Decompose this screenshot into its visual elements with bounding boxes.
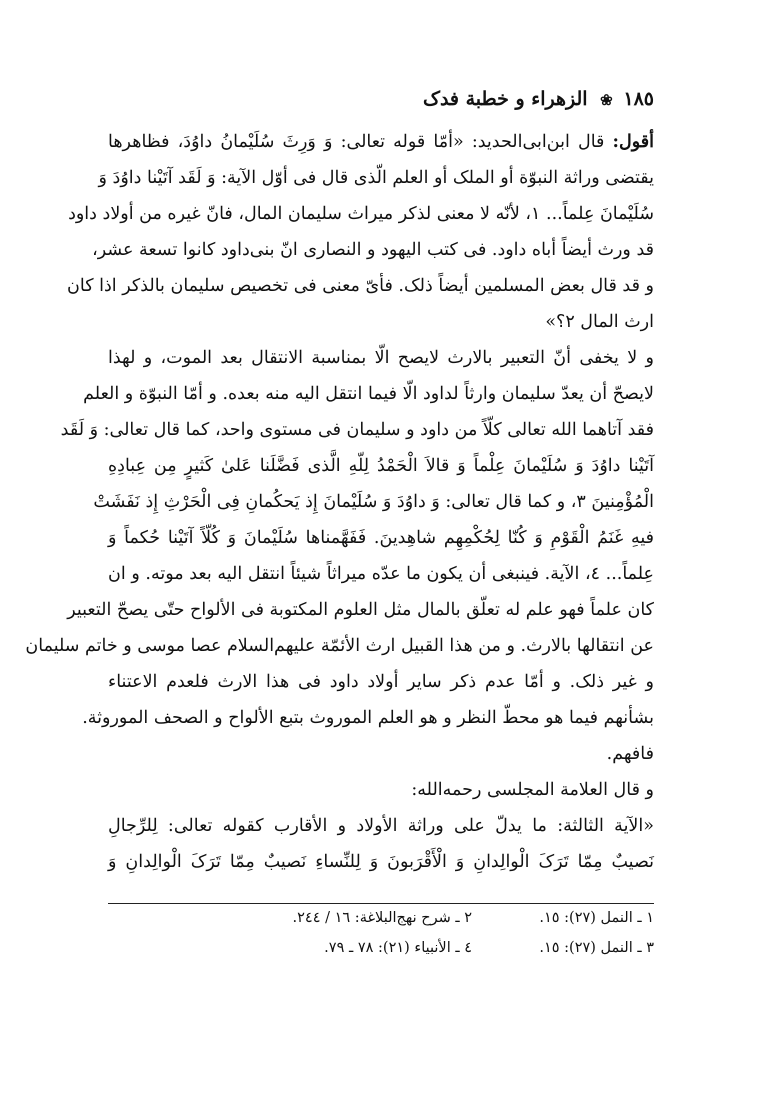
- footnote-divider: [108, 903, 654, 904]
- text-line: سُلَیْمانَ عِلماً... ١، لأنّه لا معنی لذکر میراث سلیمان المال، فانّ غیره من أولاد داود: [68, 204, 654, 224]
- footnote-2: ٢ ـ شرح نهج‌البلاغة: ١٦ / ٢٤٤.: [292, 910, 472, 926]
- footnote-3: ٣ ـ النمل (٢٧): ١٥.: [539, 940, 654, 956]
- lead-word: أقول:: [612, 132, 654, 152]
- text-line: کان علماً فهو علم له تعلّق بالمال مثل العلوم المکتوبة فی الألواح حتّی یصحّ التعبیر: [67, 600, 654, 620]
- text-line: و قال العلامة المجلسی رحمه‌الله:: [411, 780, 654, 800]
- text-line: لایصحّ أن یعدّ سلیمان وارثاً لداود الّا فیما انتقل الیه منه بعده. و أمّا النبوّة و العلم: [83, 384, 654, 404]
- text-line: فقد آتاهما الله تعالی کلّاً من داود و سلیمان فی مستوی واحد، کما قال تعالی: وَ لَقَد: [60, 420, 654, 440]
- text-line: فافهم.: [606, 744, 654, 764]
- text-line: آتَیْنا داوُدَ وَ سُلَیْمانَ عِلْماً وَ قالاَ الْحَمْدُ لِلّهِ الَّذی فَضَّلَنا عَلیٰ کَثیرٍ مِن عِبادِهِ: [108, 456, 654, 476]
- footnote-4: ٤ ـ الأنبیاء (٢١): ٧٨ ـ ٧٩.: [324, 940, 472, 956]
- separator-ornament: ❀: [600, 91, 613, 109]
- text-line: و لا یخفی أنّ التعبیر بالارث لایصح الّا بمناسبة الانتقال بعد الموت، و لهذا: [108, 348, 654, 368]
- text-line: «الآیة الثالثة: ما یدلّ علی وراثة الأولاد و الأقارب کقوله تعالی: لِلرِّجالِ: [108, 816, 654, 836]
- running-header: [108, 88, 654, 110]
- text-line: الْمُؤْمِنینَ ٣، و کما قال تعالی: وَ داوُدَ وَ سُلَیْمانَ إِذ یَحکُمانِ فِی الْحَرْثِ إِذ نَفَشَتْ: [93, 492, 654, 512]
- footnote-1: ١ ـ النمل (٢٧): ١٥.: [539, 910, 654, 926]
- text-line: عِلماً... ٤، الآیة. فینبغی أن یکون ما عدّه میراثاً شیئاً انتقل الیه بعد موته. و ان: [108, 564, 655, 584]
- text-line: فیهِ غَنَمُ الْقَوْمِ وَ کُنّا لِحُکْمِهِم شاهِدینَ. فَفَهَّمناها سُلَیْمانَ وَ کُلّاً آتَیْنا حُکماً وَ: [108, 528, 654, 548]
- text-line: عن انتقالها بالارث. و من هذا القبیل ارث الأئمّة علیهم‌السلام عصا موسی و خاتم سلیمان: [25, 636, 654, 656]
- text-line: بشأنهم فیما هو محطّ النظر و هو العلم الموروث بتبع الألواح و الصحف الموروثة.: [82, 708, 654, 728]
- text-line: یقتضی وراثة النبوّة أو الملک أو العلم الّذی قال فی أوّل الآیة: وَ لَقَد آتَیْنا داوُدَ وَ: [98, 168, 654, 188]
- text-line: و غیر ذلک. و أمّا عدم ذکر سایر أولاد داود فی هذا الارث فلعدم الاعتناء: [108, 672, 654, 692]
- text-line: نَصیبٌ مِمّا تَرَکَ الْوالِدانِ وَ الْأَقْرَبونَ وَ لِلنِّساءِ نَصیبٌ مِمّا تَرَکَ الْوالِدانِ وَ: [108, 852, 654, 872]
- text-line: أقول: قال ابن‌ابی‌الحدید: «أمّا قوله تعالی: وَ وَرِثَ سُلَیْمانُ داوُدَ، فظاهرها: [108, 132, 654, 152]
- text-line: ارث المال ٢؟»: [545, 312, 654, 332]
- header-title: الزهراء و خطبة فدک: [422, 88, 588, 110]
- body-text: [25, 124, 655, 880]
- page-number: ١٨٥: [623, 88, 654, 110]
- text-line: قد ورث أیضاً أباه داود. فی کتب الیهود و النصاری انّ بنی‌داود کانوا تسعة عشر،: [92, 240, 654, 260]
- text-line: و قد قال بعض المسلمین أیضاً ذلک. فأیّ معنی فی تخصیص سلیمان بالذکر اذا کان: [67, 276, 654, 296]
